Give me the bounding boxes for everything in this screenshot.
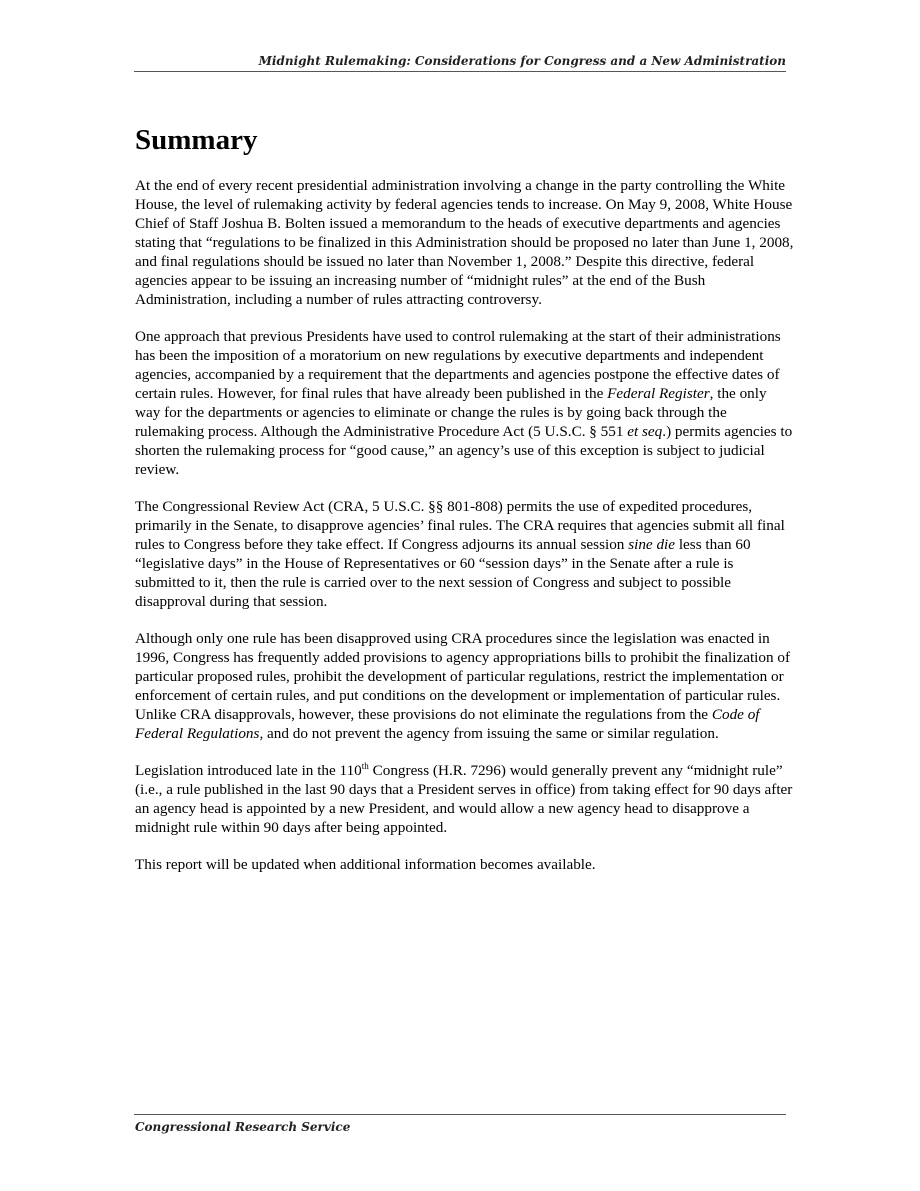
paragraph-4-text-a: Although only one rule has been disapproved using CRA procedures since the legislation was enacted in 1996, Congress has frequently added provisions to agency appropriations bills to prohibit the finalization of particular proposed rules, prohibit the development of particular regulations, restrict the implementation or enforcement of certain rules, and put conditions on the development or implementation of particular rules. Unlike CRA disapprovals, however, these provisions do not eliminate the regulations from the — [135, 630, 791, 723]
paragraph-3-text-a: The Congressional Review Act (CRA, 5 U.S.C. §§ 801-808) permits the use of expedited procedures, primarily in the Senate, to disapprove agencies’ final rules. The CRA requires that agencies submit all final rules to Congress before they take effect. If Congress adjourns its annual session — [135, 498, 785, 553]
footer-text: Congressional Research Service — [135, 1120, 351, 1134]
summary-body — [135, 176, 795, 892]
paragraph-4-text-c: , and do not prevent the agency from issuing the same or similar regulation. — [259, 725, 719, 742]
cfr-title: Code of Federal Regulations — [135, 706, 760, 742]
paragraph-1: At the end of every recent presidential administration involving a change in the party controlling the White House, the level of rulemaking activity by federal agencies tends to increase. On May 9, 2008, White House Chief of Staff Joshua B. Bolten issued a memorandum to the heads of executive departments and agencies stating that “regulations to be finalized in this Administration should be proposed no later than June 1, 2008, and final regulations should be issued no later than November 1, 2008.” Despite this directive, federal agencies appear to be issuing an increasing number of “midnight rules” at the end of the Bush Administration, including a number of rules attracting controversy. — [135, 177, 794, 308]
federal-register-title: Federal Register — [607, 385, 710, 402]
paragraph-5-text-b: Congress (H.R. 7296) would generally prevent any “midnight rule” (i.e., a rule published in the last 90 days that a President serves in office) from taking effect for 90 days after an agency head is appointed by a new President, and would allow a new agency head to disapprove a midnight rule within 90 days after being appointed. — [135, 762, 793, 836]
paragraph-2 — [135, 327, 795, 479]
sine-die: sine die — [628, 536, 676, 553]
paragraph-2-text-e: .) permits agencies to shorten the rulemaking process for “good cause,” an agency’s use of this exception is subject to judicial review. — [135, 423, 793, 478]
paragraph-3 — [135, 497, 795, 611]
paragraph-3-text-c: less than 60 “legislative days” in the House of Representatives or 60 “session days” in the Senate after a rule is submitted to it, then the rule is carried over to the next session of Congress and subject to possible disapproval during that session. — [135, 536, 751, 610]
paragraph-4 — [135, 629, 795, 743]
header-divider — [134, 71, 786, 72]
ordinal-superscript: th — [361, 761, 369, 771]
paragraph-5-text-a: Legislation introduced late in the 110 — [135, 762, 362, 779]
footer-divider — [134, 1114, 786, 1115]
section-title: Summary — [135, 124, 258, 156]
paragraph-2-text-c: , the only way for the departments or agencies to eliminate or change the rules is by going back through the rulemaking process. Although the Administrative Procedure Act (5 U.S.C. § 551 — [135, 385, 767, 440]
running-header: Midnight Rulemaking: Considerations for Congress and a New Administration — [258, 54, 786, 68]
paragraph-5 — [135, 761, 795, 837]
paragraph-2-text-a: One approach that previous Presidents have used to control rulemaking at the start of their administrations has been the imposition of a moratorium on new regulations by executive departments and independent agencies, accompanied by a requirement that the departments and agencies postpone the effective dates of certain rules. However, for final rules that have already been published in the — [135, 328, 781, 402]
paragraph-6: This report will be updated when additional information becomes available. — [135, 856, 596, 873]
et-seq: et seq — [627, 423, 663, 440]
